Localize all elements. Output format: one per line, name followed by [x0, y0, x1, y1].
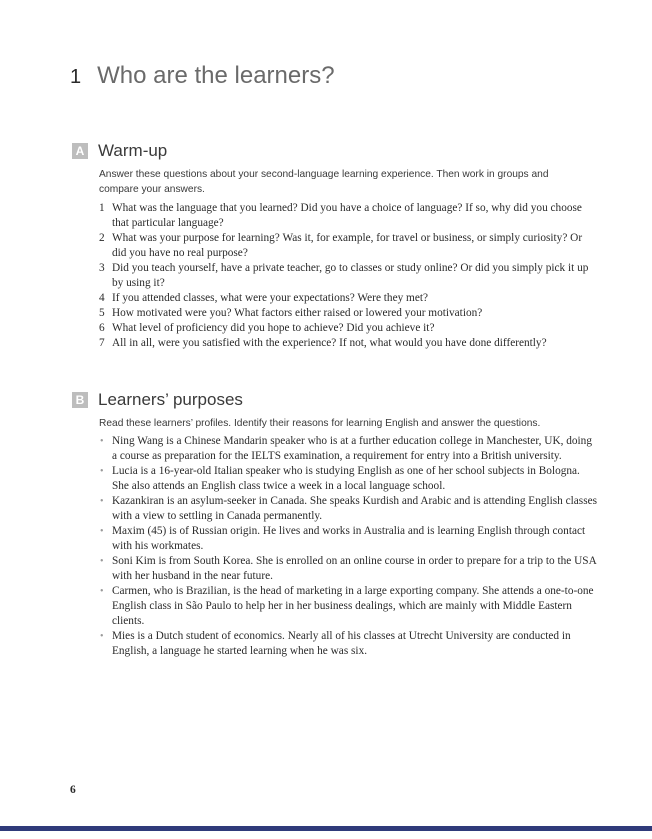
question-item — [99, 291, 599, 306]
question-item — [99, 201, 599, 231]
profile-text: Mies is a Dutch student of economics. Nearly all of his classes at Utrecht University are conducted in English, a language he started learning when he was six. — [112, 630, 571, 657]
section-b-badge: B — [72, 392, 88, 408]
question-number: 6 — [99, 322, 105, 334]
bullet-icon: • — [100, 556, 104, 567]
profile-item — [99, 524, 599, 554]
question-item — [99, 231, 599, 261]
question-number: 4 — [99, 292, 105, 304]
section-a-title: Warm-up — [98, 141, 168, 160]
bullet-icon: • — [100, 436, 104, 447]
question-text: How motivated were you? What factors either raised or lowered your motivation? — [112, 307, 483, 319]
section-a-instructions: Answer these questions about your second-language learning experience. Then work in groups and compare your answers. — [99, 169, 549, 195]
profile-text: Lucia is a 16-year-old Italian speaker who is studying English as one of her school subjects in Bologna. She also attends an English class twice a week in a local language school. — [112, 465, 580, 492]
question-number: 2 — [99, 232, 105, 244]
section-a-heading — [72, 141, 167, 161]
section-a-badge: A — [72, 143, 88, 159]
question-text: All in all, were you satisfied with the experience? If not, what would you have done differently? — [112, 337, 547, 349]
profile-item — [99, 629, 599, 659]
question-item — [99, 261, 599, 291]
unit-title-text: Who are the learners? — [97, 62, 335, 89]
bullet-icon: • — [100, 631, 104, 642]
profile-text: Maxim (45) is of Russian origin. He lives and works in Australia and is learning English through contact with his workmates. — [112, 525, 586, 552]
profile-item — [99, 554, 599, 584]
profile-text: Carmen, who is Brazilian, is the head of marketing in a large exporting company. She attends a one-to-one English class in São Paulo to help her in her business dealings, which are mainly with Middle Eastern clients. — [112, 585, 594, 627]
question-number: 5 — [99, 307, 105, 319]
question-item — [99, 306, 599, 321]
page-number: 6 — [70, 784, 76, 796]
bullet-icon: • — [100, 466, 104, 477]
bullet-icon: • — [100, 526, 104, 537]
question-text: What was the language that you learned? Did you have a choice of language? If so, why did you choose that particular language? — [112, 202, 582, 229]
profile-text: Ning Wang is a Chinese Mandarin speaker who is at a further education college in Manchester, UK, doing a course as preparation for the IELTS examination, a requirement for entry into a British university. — [112, 435, 592, 462]
question-number: 1 — [99, 202, 105, 214]
bullet-icon: • — [100, 496, 104, 507]
section-a-questions — [99, 201, 599, 351]
bottom-rule — [0, 826, 652, 831]
question-number: 7 — [99, 337, 105, 349]
question-text: What was your purpose for learning? Was it, for example, for travel or business, or simply curiosity? Or did you have no real purpose? — [112, 232, 583, 259]
question-item — [99, 321, 599, 336]
question-text: What level of proficiency did you hope to achieve? Did you achieve it? — [112, 322, 435, 334]
section-b-profiles — [99, 434, 599, 659]
question-number: 3 — [99, 262, 105, 274]
unit-number: 1 — [70, 66, 82, 88]
profile-item — [99, 464, 599, 494]
profile-item — [99, 434, 599, 464]
question-text: Did you teach yourself, have a private teacher, go to classes or study online? Or did you simply pick it up by using it? — [112, 262, 589, 289]
question-item — [99, 336, 599, 351]
unit-title — [70, 62, 335, 90]
question-text: If you attended classes, what were your expectations? Were they met? — [112, 292, 429, 304]
bullet-icon: • — [100, 586, 104, 597]
section-b-instructions: Read these learners’ profiles. Identify their reasons for learning English and answer the questions. — [99, 418, 541, 429]
section-b-heading — [72, 390, 243, 410]
section-b-title: Learners’ purposes — [98, 390, 243, 409]
profile-item — [99, 584, 599, 629]
profile-text: Kazankiran is an asylum-seeker in Canada. She speaks Kurdish and Arabic and is attending English classes with a view to settling in Canada permanently. — [112, 495, 598, 522]
profile-text: Soni Kim is from South Korea. She is enrolled on an online course in order to prepare for a trip to the USA with her husband in the near future. — [112, 555, 597, 582]
profile-item — [99, 494, 599, 524]
